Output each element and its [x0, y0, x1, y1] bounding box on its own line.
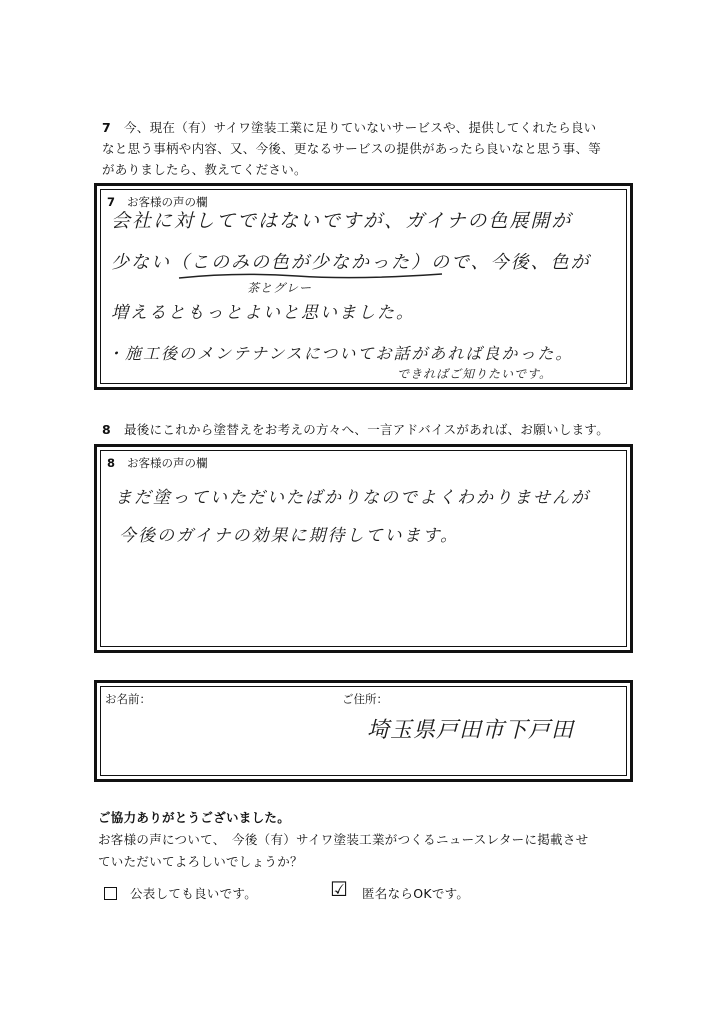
q7-answer-line3: 増えるともっとよいと思いました。	[111, 303, 415, 323]
option1-label: 公表しても良いです。	[130, 886, 258, 901]
q7-underline-stroke	[177, 270, 447, 284]
thanks-text: ご協力ありがとうございました。	[98, 810, 291, 825]
q7-answer-line1: 会社に対してではないですが、ガイナの色展開が	[111, 210, 573, 232]
q8-line1: 最後にこれから塗替えをお考えの方々へ、一言アドバイスがあれば、お願いします。	[124, 422, 610, 437]
contact-box	[94, 680, 633, 782]
q8-box-number: 8	[107, 456, 116, 470]
option2-checkbox-checked[interactable]: ☑	[330, 877, 348, 901]
q7-line3: がありましたら、教えてください。	[102, 162, 307, 177]
q7-line1: 今、現在（有）サイワ塗装工業に足りていないサービスや、提供してくれたら良い	[124, 120, 597, 135]
name-label: お名前：	[105, 692, 151, 706]
q8-number: 8	[102, 422, 111, 437]
q8-box-label: お客様の声の欄	[127, 456, 208, 470]
q8-box-header	[107, 455, 208, 471]
q7-line2: なと思う事柄や内容、又、今後、更なるサービスの提供があったら良いなと思う事、等	[102, 141, 602, 156]
q7-answer-line2: 少ない（このみの色が少なかった）ので、今後、色が	[111, 252, 591, 273]
address-value: 埼玉県戸田市下戸田	[367, 718, 575, 743]
q7-answer-line4: ・施工後のメンテナンスについてお話があれば良かった。	[107, 344, 574, 363]
q8-answer-line1: まだ塗っていただいたばかりなのでよくわかりませんが	[115, 488, 590, 508]
q8-answer-box-inner	[100, 450, 627, 647]
q7-answer-box	[94, 183, 633, 390]
q8-answer-line2: 今後のガイナの効果に期待しています。	[119, 526, 460, 546]
q7-question	[102, 117, 596, 138]
q8-answer-box	[94, 444, 633, 653]
q8-question	[102, 419, 609, 440]
footer-line2: ていただいてよろしいでしょうか？	[98, 854, 303, 869]
option1-checkbox[interactable]	[104, 887, 117, 900]
q7-box-label: お客様の声の欄	[127, 195, 208, 209]
q7-answer-line5: できればご知りたいです。	[397, 367, 553, 381]
q7-answer-note: 茶とグレー	[247, 281, 313, 295]
q7-box-number: 7	[107, 195, 116, 209]
option2-label: 匿名ならOKです。	[362, 886, 470, 901]
address-label: ご住所：	[342, 692, 388, 706]
q7-number: 7	[102, 120, 111, 135]
footer-line1: お客様の声について、 今後（有）サイワ塗装工業がつくるニュースレターに掲載させ	[98, 832, 589, 847]
